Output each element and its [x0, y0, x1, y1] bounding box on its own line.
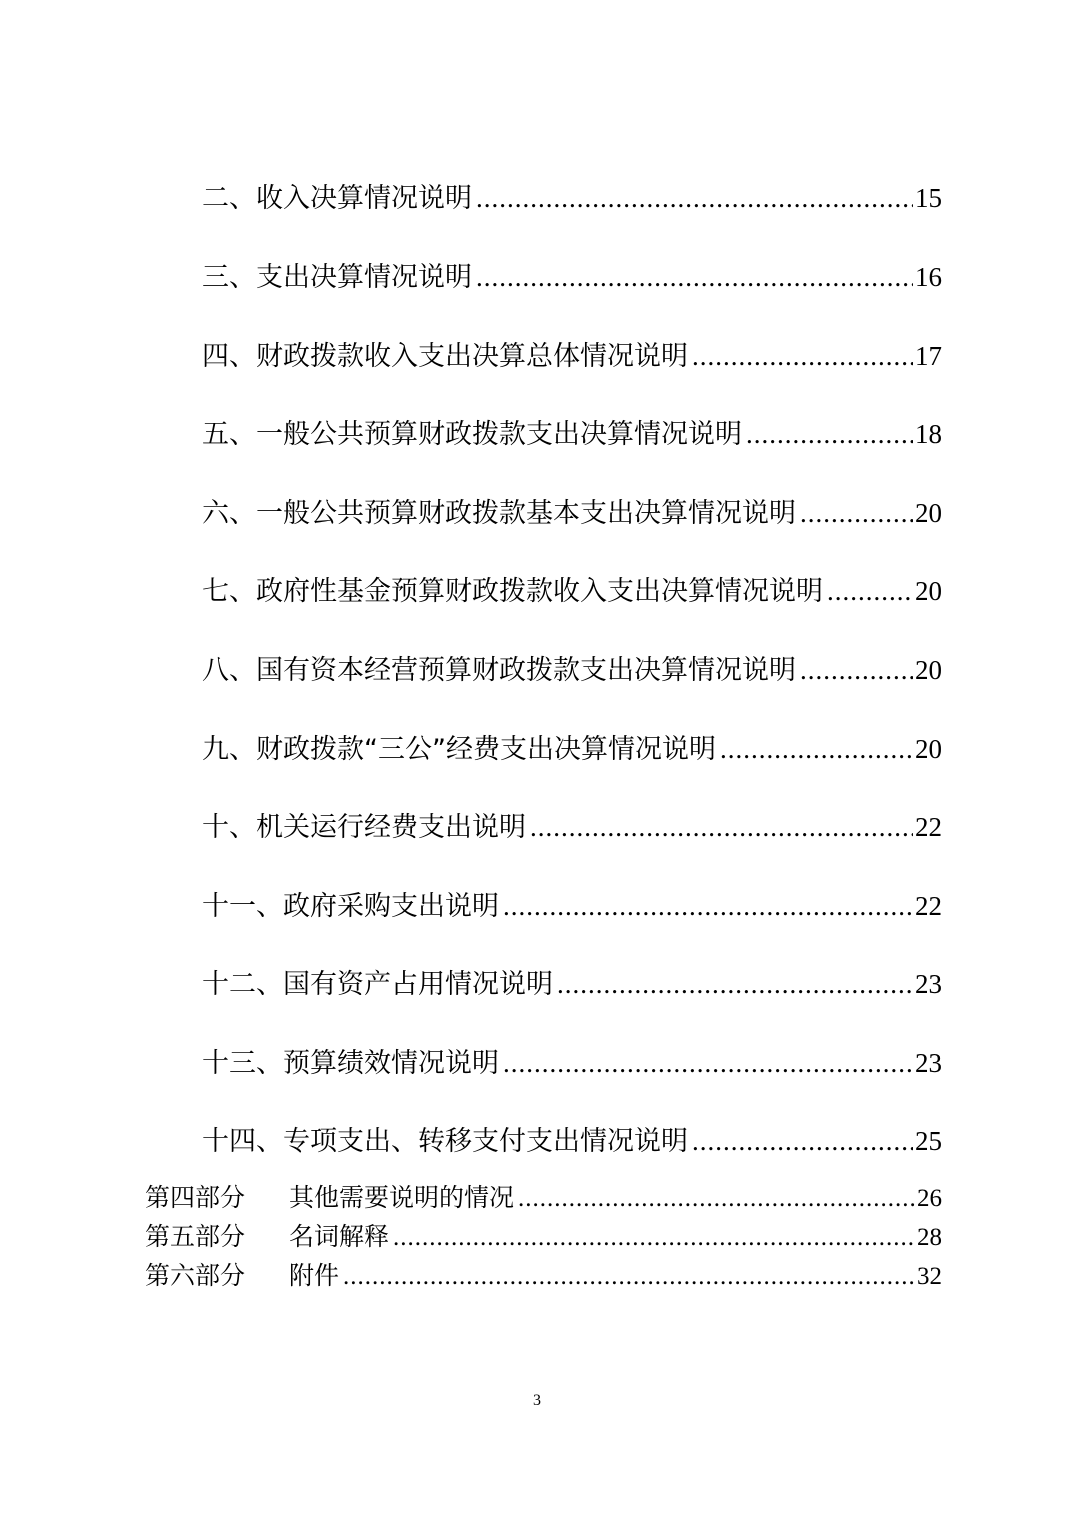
- toc-entry-page: 16: [915, 262, 942, 292]
- toc-entry-fiscal-allocation-overall[interactable]: [202, 334, 942, 374]
- toc-entry-title: 十、机关运行经费支出说明: [202, 812, 526, 843]
- toc-entry-title: 五、一般公共预算财政拨款支出决算情况说明: [202, 419, 742, 450]
- toc-entry-special-transfer-expenditure[interactable]: [202, 1119, 942, 1159]
- toc-entry-title: 十二、国有资产占用情况说明: [202, 969, 553, 1000]
- toc-entry-title: 四、财政拨款收入支出决算总体情况说明: [202, 341, 688, 372]
- toc-entry-title: [145, 1217, 389, 1253]
- toc-entry-title: [145, 1256, 339, 1292]
- toc-part-label: 第五部分: [145, 1222, 246, 1251]
- toc-part-label: 第六部分: [145, 1261, 246, 1290]
- toc-entry-page: 20: [915, 576, 942, 606]
- toc-part-title: 附件: [289, 1261, 340, 1290]
- toc-entry-title: [145, 1178, 514, 1214]
- toc-entry-page: 17: [915, 341, 942, 371]
- toc-entry-title: 十一、政府采购支出说明: [202, 891, 499, 922]
- toc-dot-leader: [503, 1048, 913, 1079]
- toc-dot-leader: [746, 419, 913, 450]
- toc-dot-leader: [518, 1185, 915, 1213]
- toc-entry-page: 20: [915, 655, 942, 685]
- toc-entry-state-assets[interactable]: [202, 962, 942, 1002]
- toc-entry-part-six[interactable]: [145, 1256, 942, 1292]
- toc-entry-general-budget-expenditure[interactable]: [202, 412, 942, 452]
- toc-dot-leader: [800, 498, 913, 529]
- toc-entry-title: 六、一般公共预算财政拨款基本支出决算情况说明: [202, 498, 796, 529]
- toc-dot-leader: [827, 576, 913, 607]
- toc-dot-leader: [530, 812, 913, 843]
- toc-entry-government-fund-budget[interactable]: [202, 569, 942, 609]
- toc-entry-expenditure-final-accounts[interactable]: [202, 255, 942, 295]
- toc-entry-page: 22: [915, 812, 942, 842]
- toc-dot-leader: [720, 734, 913, 765]
- toc-dot-leader: [343, 1263, 915, 1291]
- toc-dot-leader: [476, 183, 913, 214]
- toc-entry-page: 18: [915, 419, 942, 449]
- toc-entry-page: 23: [915, 969, 942, 999]
- toc-dot-leader: [692, 1126, 913, 1157]
- toc-dot-leader: [692, 341, 913, 372]
- toc-entry-title: 九、财政拨款“三公”经费支出决算情况说明: [202, 734, 716, 765]
- toc-dot-leader: [800, 655, 913, 686]
- page-number: 3: [533, 1392, 541, 1409]
- toc-entry-page: 23: [915, 1048, 942, 1078]
- toc-entry-title: 七、政府性基金预算财政拨款收入支出决算情况说明: [202, 576, 823, 607]
- toc-dot-leader: [476, 262, 913, 293]
- toc-entry-title: 十四、专项支出、转移支付支出情况说明: [202, 1126, 688, 1157]
- toc-entry-part-five[interactable]: [145, 1217, 942, 1253]
- toc-entry-three-public-expenses[interactable]: [202, 727, 942, 767]
- toc-entry-page: 26: [917, 1185, 942, 1212]
- toc-part-title: 其他需要说明的情况: [289, 1183, 515, 1212]
- toc-dot-leader: [393, 1224, 915, 1252]
- toc-entry-page: 20: [915, 734, 942, 764]
- toc-entry-title: 八、国有资本经营预算财政拨款支出决算情况说明: [202, 655, 796, 686]
- toc-entry-page: 22: [915, 891, 942, 921]
- toc-entry-page: 25: [915, 1126, 942, 1156]
- toc-part-title: 名词解释: [289, 1222, 390, 1251]
- toc-dot-leader: [503, 891, 913, 922]
- toc-entry-budget-performance[interactable]: [202, 1041, 942, 1081]
- toc-entry-agency-operating-expenses[interactable]: [202, 805, 942, 845]
- toc-entry-page: 28: [917, 1224, 942, 1251]
- toc-dot-leader: [557, 969, 913, 1000]
- toc-entry-government-procurement[interactable]: [202, 884, 942, 924]
- toc-entry-page: 20: [915, 498, 942, 528]
- toc-entry-title: 十三、预算绩效情况说明: [202, 1048, 499, 1079]
- toc-entry-page: 15: [915, 183, 942, 213]
- toc-entry-general-budget-basic-expenditure[interactable]: [202, 491, 942, 531]
- toc-entry-income-final-accounts[interactable]: [202, 176, 942, 216]
- toc-entry-title: 三、支出决算情况说明: [202, 262, 472, 293]
- toc-entry-page: 32: [917, 1263, 942, 1290]
- toc-entry-state-capital-budget[interactable]: [202, 648, 942, 688]
- toc-entry-title: 二、收入决算情况说明: [202, 183, 472, 214]
- toc-entry-part-four[interactable]: [145, 1178, 942, 1214]
- toc-part-label: 第四部分: [145, 1183, 246, 1212]
